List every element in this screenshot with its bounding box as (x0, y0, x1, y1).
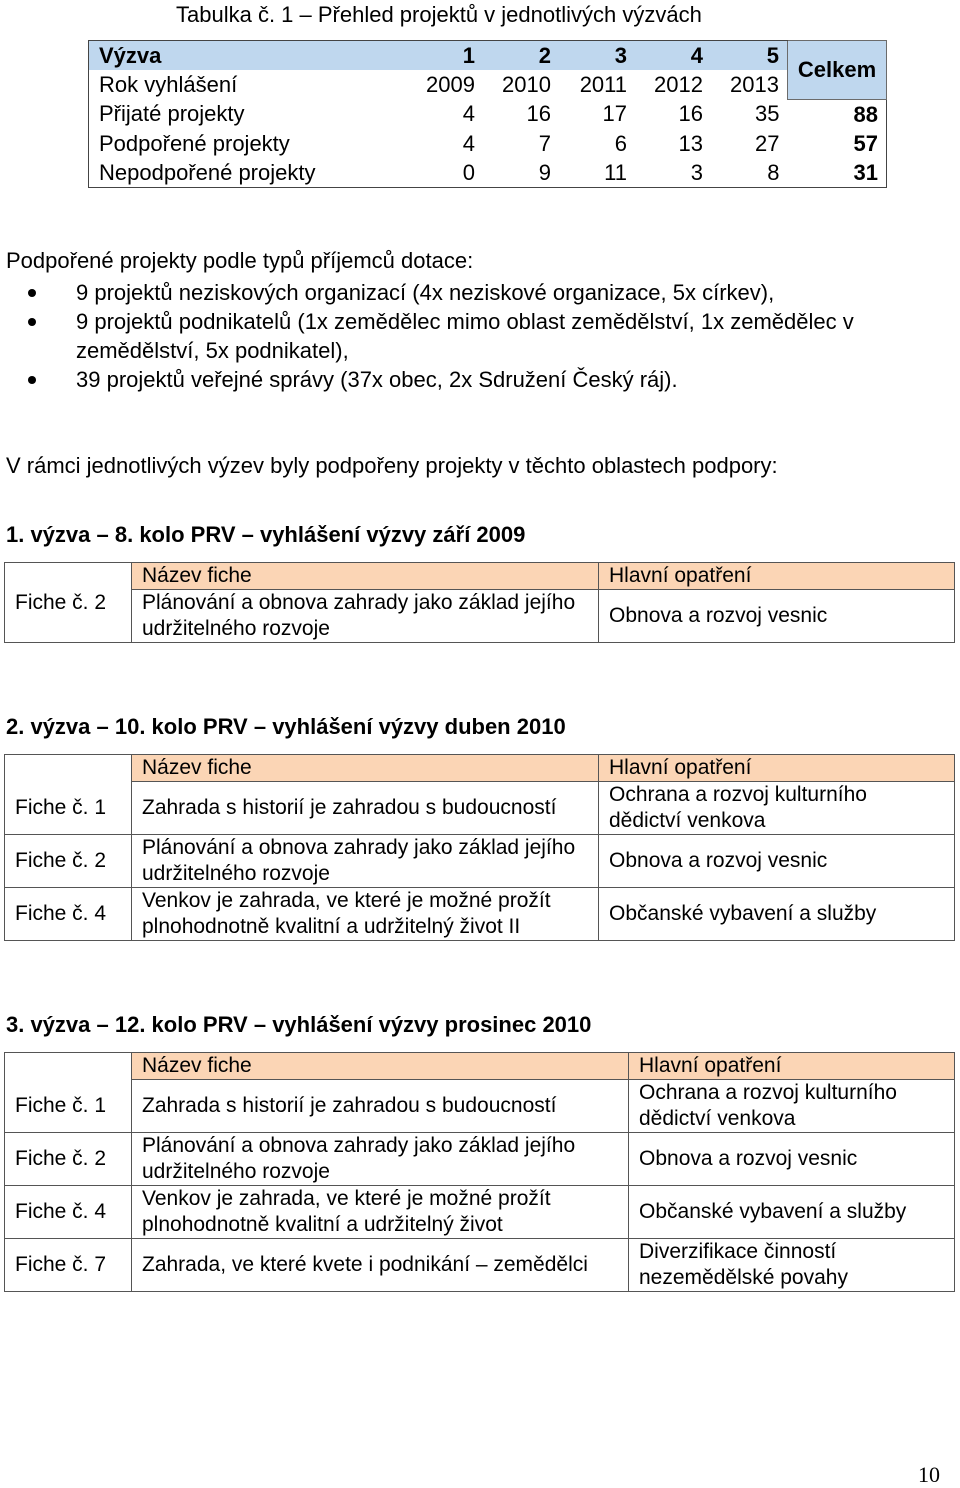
summary-cell: 7 (538, 130, 551, 156)
summary-cell: 16 (526, 101, 551, 127)
summary-total-cell: 31 (788, 158, 887, 188)
call-2-table (4, 754, 955, 941)
table-row (5, 888, 955, 941)
fiche-label: Fiche č. 1 (5, 1080, 132, 1133)
bullet-icon (28, 376, 36, 384)
summary-row-label: Nepodpořené projekty (89, 158, 408, 188)
table-row (5, 1133, 955, 1186)
fiche-measure: Obnova a rozvoj vesnic (599, 835, 955, 888)
recipients-intro: Podpořené projekty podle typů příjemců dotace: (6, 248, 474, 273)
list-item (22, 307, 952, 365)
table-header-row (5, 563, 955, 590)
fiche-name: Plánování a obnova zahrady jako základ jejího udržitelného rozvoje (132, 835, 599, 888)
summary-row (89, 70, 887, 99)
list-item-text: 9 projektů podnikatelů (1x zemědělec mimo oblast zemědělství, 1x zemědělec v zemědělství, 5x podnikatel), (76, 309, 854, 363)
summary-cell: 2013 (730, 72, 779, 97)
summary-call-2: 2 (483, 41, 559, 71)
table-row (5, 1239, 955, 1292)
fiche-measure: Občanské vybavení a služby (599, 888, 955, 941)
fiche-name: Zahrada, ve které kvete i podnikání – zemědělci (132, 1239, 629, 1292)
fiche-name: Plánování a obnova zahrady jako základ jejího udržitelného rozvoje (132, 1133, 629, 1186)
summary-cell: 2012 (654, 72, 703, 97)
fiche-label: Fiche č. 1 (5, 782, 132, 835)
summary-cell: 0 (407, 158, 483, 188)
fiche-label: Fiche č. 7 (5, 1239, 132, 1292)
call-2-title: 2. výzva – 10. kolo PRV – vyhlášení výzvy duben 2010 (6, 714, 566, 739)
summary-cell: 4 (462, 101, 475, 127)
summary-total-cell: 88 (788, 99, 887, 129)
table-row (5, 782, 955, 835)
summary-row (89, 129, 887, 158)
fiche-measure: Obnova a rozvoj vesnic (599, 590, 955, 643)
page-number: 10 (918, 1462, 940, 1487)
summary-call-5: 5 (711, 41, 788, 71)
summary-row-label: Rok vyhlášení (89, 70, 408, 99)
summary-cell: 2011 (579, 72, 627, 97)
table-row (5, 590, 955, 643)
table-row (5, 1080, 955, 1133)
summary-cell: 11 (559, 158, 635, 188)
col-measure-header: Hlavní opatření (599, 755, 955, 782)
summary-row-label: Přijaté projekty (89, 99, 408, 129)
fiche-name: Zahrada s historií je zahradou s budoucností (132, 1080, 629, 1133)
summary-cell: 6 (614, 130, 627, 156)
fiche-measure: Ochrana a rozvoj kulturního dědictví venkova (629, 1080, 955, 1133)
list-item (22, 278, 952, 307)
list-item (22, 365, 952, 394)
summary-row (89, 158, 887, 188)
summary-cell: 27 (755, 130, 780, 156)
fiche-measure: Ochrana a rozvoj kulturního dědictví venkova (599, 782, 955, 835)
fiche-measure: Diverzifikace činností nezemědělské povahy (629, 1239, 955, 1292)
table-header-row (5, 755, 955, 782)
fiche-measure: Obnova a rozvoj vesnic (629, 1133, 955, 1186)
summary-row-label: Podpořené projekty (89, 129, 408, 158)
summary-table (88, 40, 887, 188)
fiche-measure: Občanské vybavení a služby (629, 1186, 955, 1239)
table-header-row (5, 1053, 955, 1080)
summary-cell: 2010 (502, 72, 551, 97)
summary-cell: 9 (483, 158, 559, 188)
summary-cell: 35 (755, 101, 780, 127)
summary-cell: 8 (711, 158, 788, 188)
summary-call-4: 4 (635, 41, 711, 71)
summary-call-3: 3 (559, 41, 635, 71)
col-name-header: Název fiche (132, 1053, 629, 1080)
bullet-icon (28, 289, 36, 297)
call-1-table (4, 562, 955, 643)
fiche-name: Plánování a obnova zahrady jako základ jejího udržitelného rozvoje (132, 590, 599, 643)
fiche-label: Fiche č. 2 (5, 563, 132, 643)
summary-cell: 2009 (426, 72, 475, 97)
list-item-text: 39 projektů veřejné správy (37x obec, 2x Sdružení Český ráj). (76, 367, 678, 392)
fiche-label: Fiche č. 4 (5, 888, 132, 941)
summary-total-cell: 57 (788, 129, 887, 158)
bullet-icon (28, 318, 36, 326)
summary-header-row (89, 41, 887, 71)
summary-cell: 13 (678, 130, 703, 156)
col-measure-header: Hlavní opatření (599, 563, 955, 590)
fiche-label: Fiche č. 2 (5, 1133, 132, 1186)
list-item-text: 9 projektů neziskových organizací (4x neziskové organizace, 5x církev), (76, 280, 775, 305)
summary-cell: 3 (635, 158, 711, 188)
table-caption: Tabulka č. 1 – Přehled projektů v jednotlivých výzvách (176, 2, 702, 27)
summary-cell: 17 (602, 101, 627, 127)
fiche-label: Fiche č. 2 (5, 835, 132, 888)
call-3-table (4, 1052, 955, 1292)
call-3-title: 3. výzva – 12. kolo PRV – vyhlášení výzvy prosinec 2010 (6, 1012, 592, 1037)
col-name-header: Název fiche (132, 755, 599, 782)
col-measure-header: Hlavní opatření (629, 1053, 955, 1080)
fiche-name: Venkov je zahrada, ve které je možné prožít plnohodnotně kvalitní a udržitelný život (132, 1186, 629, 1239)
summary-call-1: 1 (407, 41, 483, 71)
col-name-header: Název fiche (132, 563, 599, 590)
table-row (5, 835, 955, 888)
recipients-list (22, 278, 952, 394)
fiche-label: Fiche č. 4 (5, 1186, 132, 1239)
table-row (5, 1186, 955, 1239)
call-1-title: 1. výzva – 8. kolo PRV – vyhlášení výzvy září 2009 (6, 522, 526, 547)
fiche-name: Zahrada s historií je zahradou s budoucností (132, 782, 599, 835)
summary-total-header: Celkem (788, 41, 887, 100)
summary-cell: 16 (678, 101, 703, 127)
summary-row (89, 99, 887, 129)
areas-intro: V rámci jednotlivých výzev byly podpořeny projekty v těchto oblastech podpory: (6, 453, 778, 478)
fiche-name: Venkov je zahrada, ve které je možné prožít plnohodnotně kvalitní a udržitelný život II (132, 888, 599, 941)
summary-header-label: Výzva (89, 41, 408, 71)
summary-cell: 4 (462, 130, 475, 156)
